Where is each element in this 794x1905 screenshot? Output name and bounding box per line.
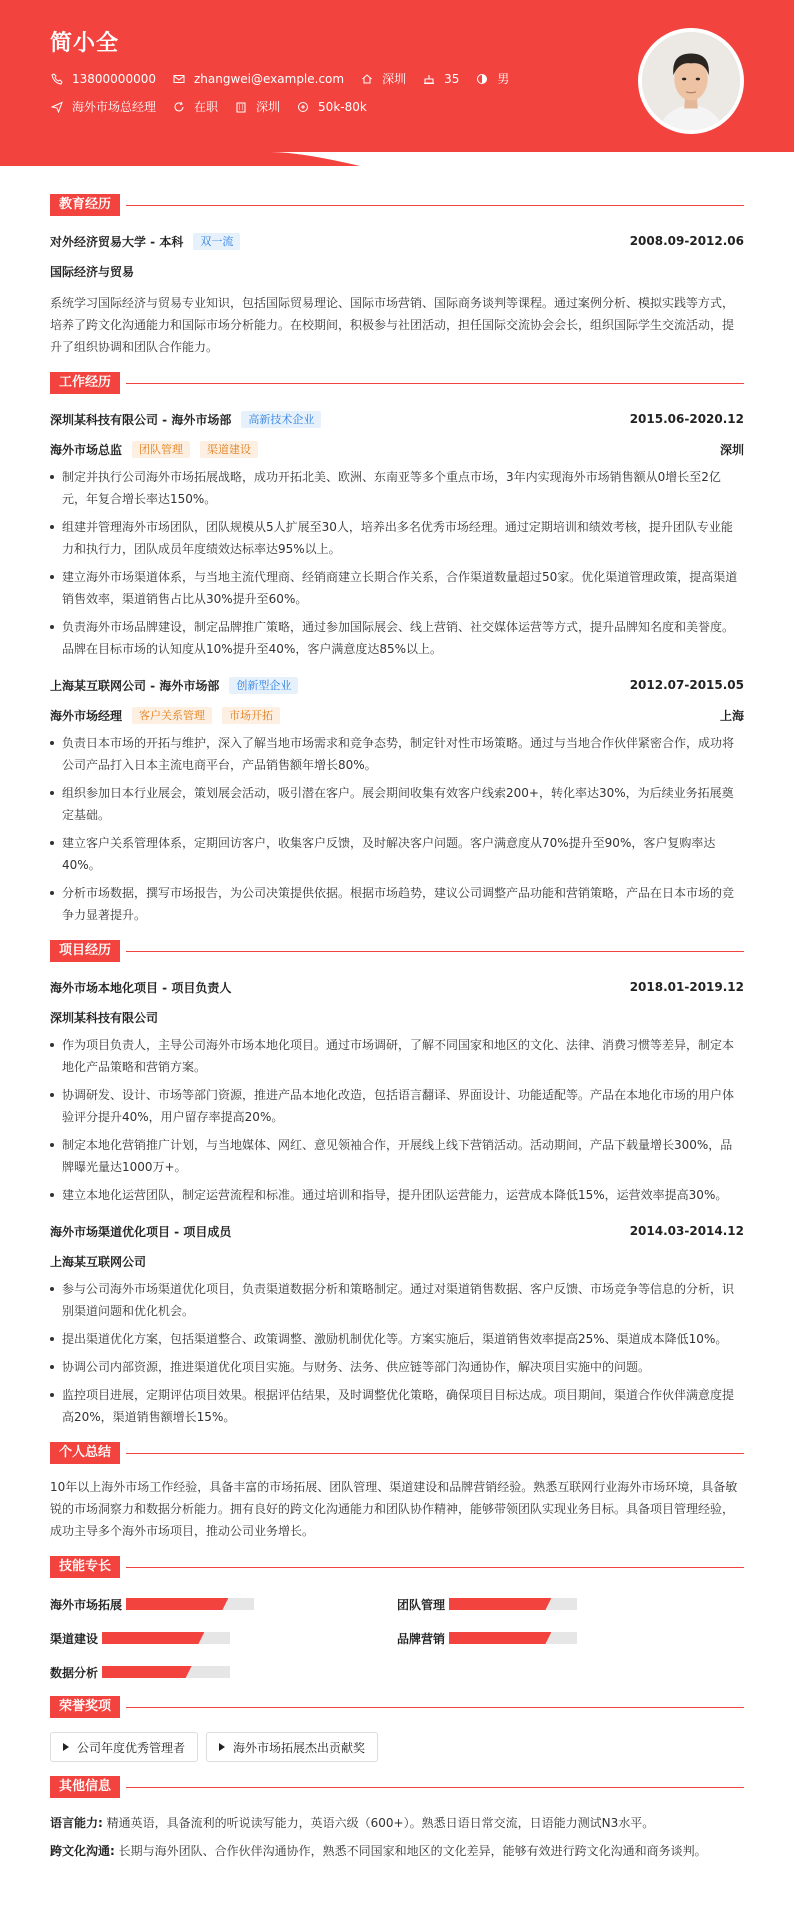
school-badge: 双一流 — [193, 233, 240, 250]
company-badge: 创新型企业 — [229, 677, 298, 694]
section-heading — [50, 372, 744, 394]
honor-item — [206, 1732, 378, 1762]
job-place: 上海 — [719, 708, 744, 723]
section-title-projects: 项目经历 — [50, 940, 120, 962]
coin-icon — [296, 100, 310, 114]
education-date: 2008.09-2012.06 — [629, 234, 744, 248]
send-icon — [50, 100, 64, 114]
section-heading — [50, 1696, 744, 1718]
work-entry — [50, 676, 744, 926]
cake-icon — [422, 72, 436, 86]
list-item: 参与公司海外市场渠道优化项目，负责渠道数据分析和策略制定。通过对渠道销售数据、客户反馈、市场竞争等信息的分析，识别渠道问题和优化机会。 — [50, 1278, 744, 1322]
project-name: 海外市场渠道优化项目 - 项目成员 — [50, 1224, 232, 1239]
section-divider — [126, 383, 744, 384]
job-role: 海外市场总监 — [50, 442, 123, 457]
education-entry — [50, 232, 744, 358]
work-date: 2015.06-2020.12 — [629, 412, 744, 426]
projects-section — [50, 940, 744, 1428]
avatar — [638, 28, 744, 134]
work-bullets — [50, 466, 744, 660]
section-divider — [126, 205, 744, 206]
section-heading — [50, 1776, 744, 1798]
section-title-skills: 技能专长 — [50, 1556, 120, 1578]
location-item — [360, 70, 406, 87]
list-item: 建立海外市场渠道体系，与当地主流代理商、经销商建立长期合作关系，合作渠道数量超过50家。优化渠道管理政策，提高渠道销售效率，渠道销售占比从30%提升至60%。 — [50, 566, 744, 610]
project-bullets — [50, 1278, 744, 1428]
project-date: 2018.01-2019.12 — [629, 980, 744, 994]
section-heading — [50, 1442, 744, 1464]
list-item: 组建并管理海外市场团队，团队规模从5人扩展至30人，培养出多名优秀市场经理。通过定期培训和绩效考核，提升团队专业能力和执行力，团队成员年度绩效达标率达95%以上。 — [50, 516, 744, 560]
phone-item — [50, 72, 156, 86]
school-name: 对外经济贸易大学 - 本科 — [50, 234, 184, 249]
phone-icon — [50, 72, 64, 86]
skill-label: 团队管理 — [397, 1597, 446, 1612]
other-text: 精通英语，具备流利的听说读写能力，英语六级（600+）。熟悉日语日常交流，日语能力测试N3水平。 — [106, 1816, 655, 1830]
project-bullets — [50, 1034, 744, 1206]
section-title-work: 工作经历 — [50, 372, 120, 394]
other-item — [50, 1812, 744, 1834]
salary-item — [296, 100, 367, 114]
other-label: 语言能力: — [50, 1816, 103, 1830]
section-title-education: 教育经历 — [50, 194, 120, 216]
other-info — [50, 1812, 744, 1862]
skill-item — [50, 1628, 397, 1648]
avatar-photo — [642, 32, 740, 130]
summary-section — [50, 1442, 744, 1542]
work-bullets — [50, 732, 744, 926]
section-divider — [126, 1453, 744, 1454]
candidate-name: 简小全 — [50, 31, 120, 56]
work-entry — [50, 410, 744, 660]
project-name: 海外市场本地化项目 - 项目负责人 — [50, 980, 232, 995]
section-divider — [126, 951, 744, 952]
other-label: 跨文化沟通: — [50, 1844, 115, 1858]
list-item: 协调研发、设计、市场等部门资源，推进产品本地化改造，包括语言翻译、界面设计、功能适配等。产品在本地化市场的用户体验评分提升40%，用户留存率提高20%。 — [50, 1084, 744, 1128]
job-tag: 客户关系管理 — [132, 707, 212, 724]
other-section — [50, 1776, 744, 1862]
skill-item — [50, 1662, 397, 1682]
project-org: 上海某互联网公司 — [50, 1254, 147, 1269]
skill-item — [397, 1628, 744, 1648]
resume-body — [0, 166, 794, 1862]
location-text: 深圳 — [382, 72, 407, 86]
list-item: 制定并执行公司海外市场拓展战略，成功开拓北美、欧洲、东南亚等多个重点市场，3年内实现海外市场销售额从0增长至2亿元，年复合增长率达150%。 — [50, 466, 744, 510]
section-divider — [126, 1707, 744, 1708]
skills-section — [50, 1556, 744, 1682]
list-item: 负责海外市场品牌建设，制定品牌推广策略，通过参加国际展会、线上营销、社交媒体运营等方式，提升品牌知名度和美誉度。品牌在目标市场的认知度从10%提升至40%，客户满意度达85%以上。 — [50, 616, 744, 660]
resume-header — [0, 0, 794, 166]
skill-fill — [449, 1598, 551, 1610]
city-text: 深圳 — [256, 100, 281, 114]
skill-item — [50, 1594, 397, 1614]
honor-label: 海外市场拓展杰出贡献奖 — [233, 1740, 366, 1755]
job-role: 海外市场经理 — [50, 708, 123, 723]
play-icon — [219, 1743, 225, 1751]
job-tag: 渠道建设 — [200, 441, 258, 458]
contact-row — [50, 70, 525, 87]
skill-label: 数据分析 — [50, 1665, 99, 1680]
skill-bar — [449, 1632, 577, 1644]
honor-item — [50, 1732, 198, 1762]
company-name: 上海某互联网公司 - 海外市场部 — [50, 678, 220, 693]
company-name: 深圳某科技有限公司 - 海外市场部 — [50, 412, 232, 427]
list-item: 建立客户关系管理体系，定期回访客户，收集客户反馈，及时解决客户问题。客户满意度从70%提升至90%，客户复购率达40%。 — [50, 832, 744, 876]
email-item — [172, 72, 344, 86]
gender-icon — [475, 72, 489, 86]
section-heading — [50, 1556, 744, 1578]
other-item — [50, 1840, 744, 1862]
work-date: 2012.07-2015.05 — [629, 678, 744, 692]
refresh-icon — [172, 100, 186, 114]
gender-item — [475, 70, 509, 87]
skill-bar — [102, 1666, 230, 1678]
list-item: 作为项目负责人，主导公司海外市场本地化项目。通过市场调研，了解不同国家和地区的文化、法律、消费习惯等差异，制定本地化产品策略和营销方案。 — [50, 1034, 744, 1078]
honors-list — [50, 1732, 744, 1762]
list-item: 组织参加日本行业展会，策划展会活动，吸引潜在客户。展会期间收集有效客户线索200+，转化率达30%，为后续业务拓展奠定基础。 — [50, 782, 744, 826]
salary-text: 50k-80k — [318, 99, 367, 114]
project-entry — [50, 1222, 744, 1428]
skill-fill — [126, 1598, 228, 1610]
company-badge: 高新技术企业 — [241, 411, 321, 428]
section-title-other: 其他信息 — [50, 1776, 120, 1798]
age-item — [422, 72, 459, 86]
skill-label: 渠道建设 — [50, 1631, 99, 1646]
list-item: 分析市场数据，撰写市场报告，为公司决策提供依据。根据市场趋势，建议公司调整产品功能和营销策略，产品在日本市场的竞争力显著提升。 — [50, 882, 744, 926]
list-item: 监控项目进展，定期评估项目效果。根据评估结果，及时调整优化策略，确保项目目标达成。项目期间，渠道合作伙伴满意度提高20%，渠道销售额增长15%。 — [50, 1384, 744, 1428]
mail-icon — [172, 72, 186, 86]
status-item — [172, 98, 218, 115]
project-date: 2014.03-2014.12 — [629, 1224, 744, 1238]
job-place: 深圳 — [719, 442, 744, 457]
header-wave — [0, 138, 794, 166]
job-tag: 市场开拓 — [222, 707, 280, 724]
skill-bar — [126, 1598, 254, 1610]
position-text: 海外市场总经理 — [72, 100, 157, 114]
list-item: 协调公司内部资源，推进渠道优化项目实施。与财务、法务、供应链等部门沟通协作，解决项目实施中的问题。 — [50, 1356, 744, 1378]
section-title-summary: 个人总结 — [50, 1442, 120, 1464]
honor-label: 公司年度优秀管理者 — [77, 1740, 186, 1755]
city-item — [234, 98, 280, 115]
list-item: 负责日本市场的开拓与维护，深入了解当地市场需求和竞争态势，制定针对性市场策略。通过与当地合作伙伴紧密合作，成功将公司产品打入日本主流电商平台，产品销售额年增长80%。 — [50, 732, 744, 776]
status-text: 在职 — [194, 100, 219, 114]
skill-fill — [449, 1632, 551, 1644]
project-org: 深圳某科技有限公司 — [50, 1010, 159, 1025]
skills-grid — [50, 1594, 744, 1682]
section-divider — [126, 1787, 744, 1788]
job-intent-row — [50, 98, 383, 115]
list-item: 制定本地化营销推广计划，与当地媒体、网红、意见领袖合作，开展线上线下营销活动。活动期间，产品下载量增长300%，品牌曝光量达1000万+。 — [50, 1134, 744, 1178]
job-tag: 团队管理 — [132, 441, 190, 458]
skill-bar — [449, 1598, 577, 1610]
section-heading — [50, 940, 744, 962]
major: 国际经济与贸易 — [50, 264, 135, 279]
age-text: 35 — [444, 71, 460, 86]
honors-section — [50, 1696, 744, 1762]
education-description: 系统学习国际经济与贸易专业知识，包括国际贸易理论、国际市场营销、国际商务谈判等课程。通过案例分析、模拟实践等方式，培养了跨文化沟通能力和国际市场分析能力。在校期间，积极参与社团活动，担任国际交流协会会长，组织国际学生交流活动，提升了组织协调和团队合作能力。 — [50, 296, 735, 354]
section-divider — [126, 1567, 744, 1568]
section-heading — [50, 194, 744, 216]
work-section — [50, 372, 744, 926]
position-item — [50, 98, 156, 115]
skill-label: 品牌营销 — [397, 1631, 446, 1646]
skill-fill — [102, 1666, 192, 1678]
home-icon — [360, 72, 374, 86]
phone-text: 13800000000 — [72, 71, 156, 86]
skill-fill — [102, 1632, 204, 1644]
skill-item — [397, 1594, 744, 1614]
email-text: zhangwei@example.com — [193, 71, 345, 86]
play-icon — [63, 1743, 69, 1751]
section-title-honors: 荣誉奖项 — [50, 1696, 120, 1718]
list-item: 建立本地化运营团队，制定运营流程和标准。通过培训和指导，提升团队运营能力，运营成本降低15%，运营效率提高30%。 — [50, 1184, 744, 1206]
skill-label: 海外市场拓展 — [50, 1597, 123, 1612]
project-entry — [50, 978, 744, 1206]
gender-text: 男 — [497, 72, 510, 86]
list-item: 提出渠道优化方案，包括渠道整合、政策调整、激励机制优化等。方案实施后，渠道销售效率提高25%、渠道成本降低10%。 — [50, 1328, 744, 1350]
building-icon — [234, 100, 248, 114]
skill-bar — [102, 1632, 230, 1644]
education-section — [50, 194, 744, 358]
summary-text: 10年以上海外市场工作经验，具备丰富的市场拓展、团队管理、渠道建设和品牌营销经验。熟悉互联网行业海外市场环境，具备敏锐的市场洞察力和数据分析能力。拥有良好的跨文化沟通能力和团队协作精神，能够带领团队实现业务目标。具备项目管理经验，成功主导多个海外市场项目，推动公司业务增长。 — [50, 1480, 738, 1538]
other-text: 长期与海外团队、合作伙伴沟通协作，熟悉不同国家和地区的文化差异，能够有效进行跨文化沟通和商务谈判。 — [118, 1844, 707, 1858]
